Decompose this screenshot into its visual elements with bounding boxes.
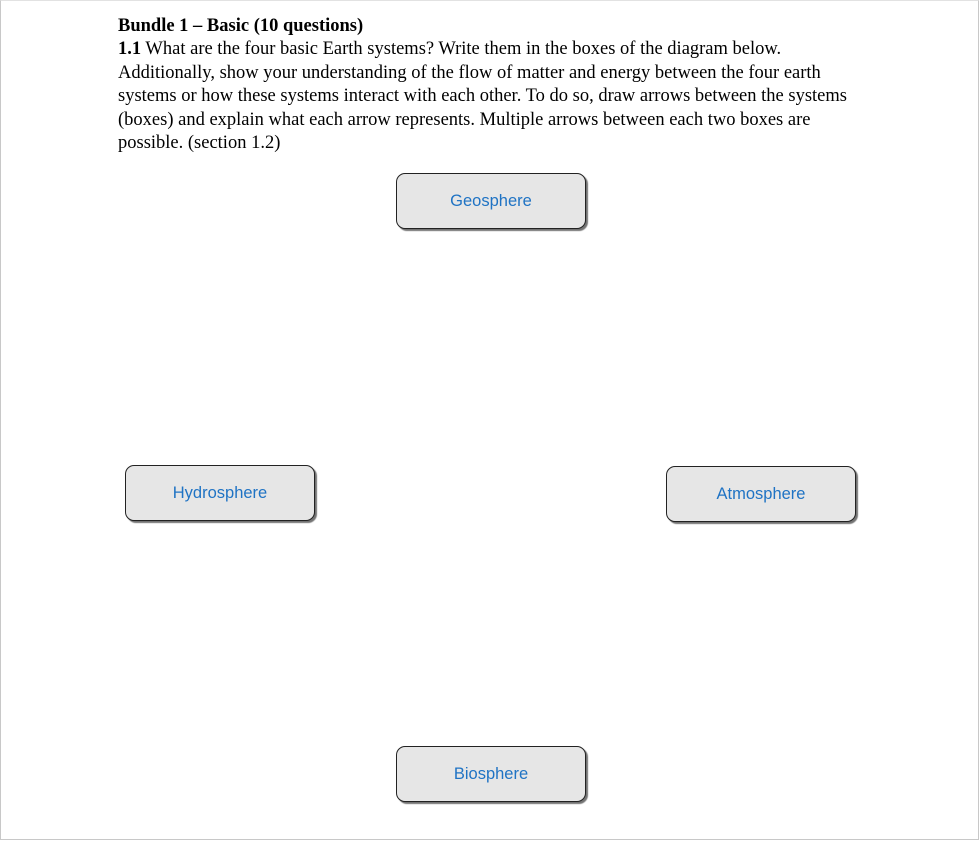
question-text	[118, 38, 863, 156]
atmosphere-box[interactable]	[666, 466, 856, 522]
question-body: What are the four basic Earth systems? Write them in the boxes of the diagram below. Additionally, show your understanding of the flow of matter and energy between the four earth systems or how these systems interact with each other. To do so, draw arrows between the systems (boxes) and explain what each arrow represents. Multiple arrows between each two boxes are possible. (section 1.2)	[118, 39, 847, 153]
hydrosphere-box[interactable]	[125, 465, 315, 521]
hydrosphere-label: Hydrosphere	[172, 483, 268, 502]
biosphere-box[interactable]	[396, 746, 586, 802]
section-heading: Bundle 1 – Basic (10 questions)	[118, 16, 364, 36]
geosphere-box[interactable]	[396, 173, 586, 229]
question-number: 1.1	[118, 39, 142, 59]
atmosphere-label: Atmosphere	[716, 484, 806, 503]
biosphere-label: Biosphere	[453, 764, 529, 783]
geosphere-label: Geosphere	[450, 191, 532, 210]
